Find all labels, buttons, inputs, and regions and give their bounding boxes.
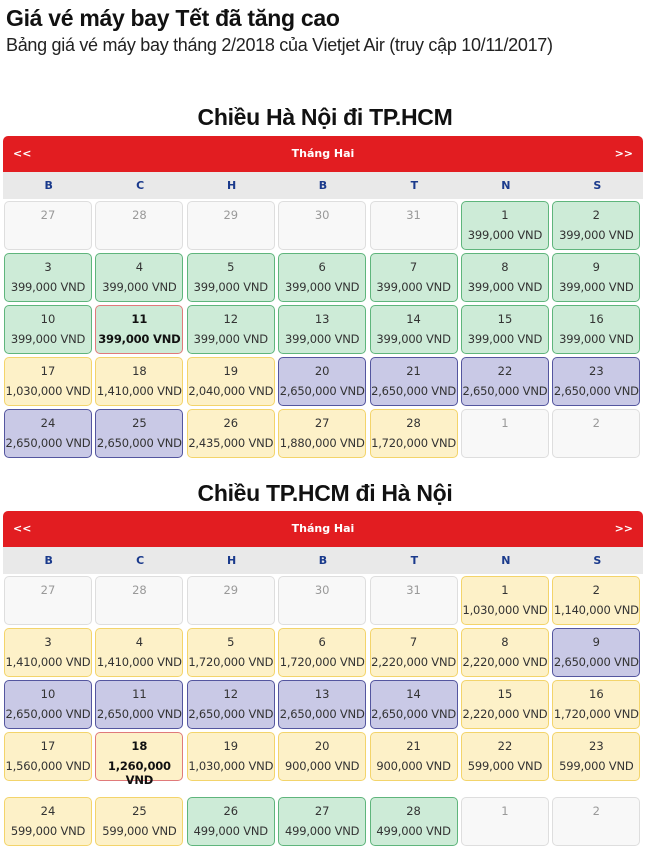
day-cell (461, 797, 549, 846)
day-cell[interactable] (278, 253, 366, 302)
day-cell[interactable] (461, 732, 549, 781)
day-price: 2,650,000 VND (5, 436, 91, 450)
day-number: 13 (314, 312, 330, 326)
day-number: 18 (132, 364, 147, 378)
day-number: 1 (501, 804, 509, 818)
day-price: 900,000 VND (376, 759, 451, 773)
day-cell[interactable] (370, 628, 458, 677)
day-cell[interactable] (278, 628, 366, 677)
day-cell[interactable] (370, 732, 458, 781)
weekday-label: B (318, 554, 328, 567)
day-number: 2 (592, 416, 600, 430)
day-cell (187, 201, 275, 250)
day-cell[interactable] (187, 628, 275, 677)
day-number: 2 (592, 804, 600, 818)
day-number: 19 (223, 739, 239, 753)
day-grid (3, 576, 643, 849)
day-price: 2,650,000 VND (279, 707, 365, 721)
day-price: 399,000 VND (559, 332, 634, 346)
day-price: 399,000 VND (193, 332, 268, 346)
day-price: 399,000 VND (376, 280, 451, 294)
weekday-label: B (318, 179, 328, 192)
day-grid (3, 201, 643, 461)
day-price: 1,720,000 VND (371, 436, 457, 450)
day-cell[interactable] (4, 680, 92, 729)
day-cell[interactable] (552, 201, 640, 250)
day-price: 399,000 VND (285, 280, 360, 294)
day-price: 1,140,000 VND (553, 603, 639, 617)
weekday-label: S (593, 179, 602, 192)
day-cell[interactable] (552, 253, 640, 302)
day-cell[interactable] (4, 253, 92, 302)
weekday-label: T (410, 554, 419, 567)
day-number: 31 (406, 208, 421, 222)
month-label: Tháng Hai (291, 147, 355, 160)
day-price: 2,220,000 VND (462, 707, 548, 721)
day-price: 399,000 VND (193, 280, 268, 294)
day-cell[interactable] (278, 797, 366, 846)
day-cell[interactable] (461, 576, 549, 625)
day-cell[interactable] (278, 305, 366, 354)
day-cell[interactable] (461, 628, 549, 677)
calendar-hanoi-hcm (3, 136, 643, 461)
day-cell[interactable] (4, 305, 92, 354)
calendar-hcm-hanoi (3, 511, 643, 849)
page-title: Giá vé máy bay Tết đã tăng cao (6, 5, 340, 31)
day-cell[interactable] (370, 357, 458, 406)
day-number: 15 (497, 687, 513, 701)
day-number: 16 (589, 312, 604, 326)
day-number: 26 (223, 416, 239, 430)
day-number: 27 (314, 416, 330, 430)
day-price: 499,000 VND (193, 824, 268, 838)
day-cell[interactable] (95, 680, 183, 729)
day-number: 24 (40, 416, 56, 430)
day-cell[interactable] (370, 797, 458, 846)
day-number: 5 (227, 635, 235, 649)
day-cell[interactable] (4, 732, 92, 781)
day-number: 12 (223, 687, 239, 701)
day-price: 1,880,000 VND (279, 436, 365, 450)
next-month-button[interactable]: >> (614, 522, 633, 535)
prev-month-button[interactable]: << (13, 147, 32, 160)
day-number: 10 (40, 312, 56, 326)
day-number: 25 (132, 804, 147, 818)
weekday-label: H (226, 554, 237, 567)
day-price: 1,720,000 VND (188, 655, 274, 669)
day-cell[interactable] (187, 253, 275, 302)
day-cell[interactable] (187, 732, 275, 781)
day-price: 1,560,000 VND (5, 759, 91, 773)
day-number: 28 (406, 804, 421, 818)
day-number: 3 (44, 635, 52, 649)
day-number: 12 (223, 312, 239, 326)
day-cell[interactable] (187, 409, 275, 458)
day-price: 399,000 VND (98, 332, 181, 346)
day-number: 18 (131, 739, 148, 753)
day-price: 2,650,000 VND (96, 436, 182, 450)
day-number: 28 (406, 416, 421, 430)
day-price: 2,650,000 VND (371, 384, 457, 398)
day-cell[interactable] (4, 357, 92, 406)
day-cell[interactable] (278, 409, 366, 458)
day-number: 15 (497, 312, 513, 326)
day-cell[interactable] (4, 797, 92, 846)
day-price: 1,030,000 VND (188, 759, 274, 773)
day-number: 8 (501, 635, 509, 649)
day-number: 27 (314, 804, 330, 818)
day-cell[interactable] (278, 680, 366, 729)
day-cell[interactable] (95, 305, 183, 354)
day-number: 20 (314, 364, 330, 378)
day-price: 1,410,000 VND (96, 384, 182, 398)
day-cell[interactable] (461, 201, 549, 250)
day-price: 2,220,000 VND (371, 655, 457, 669)
day-cell (187, 576, 275, 625)
day-number: 9 (592, 635, 600, 649)
day-cell[interactable] (187, 680, 275, 729)
weekday-label: C (136, 554, 145, 567)
day-cell[interactable] (95, 409, 183, 458)
day-number: 11 (131, 312, 148, 326)
day-cell (4, 201, 92, 250)
day-number: 14 (406, 687, 421, 701)
day-cell[interactable] (552, 680, 640, 729)
day-cell[interactable] (187, 305, 275, 354)
day-number: 9 (592, 260, 600, 274)
day-number: 22 (497, 364, 513, 378)
next-month-button[interactable]: >> (614, 147, 633, 160)
day-number: 17 (40, 739, 56, 753)
day-cell (278, 201, 366, 250)
day-number: 7 (409, 635, 418, 649)
day-price: 1,260,000 VND (107, 759, 171, 787)
day-price: 1,030,000 VND (462, 603, 548, 617)
page-subtitle: Bảng giá vé máy bay tháng 2/2018 của Vietjet Air (truy cập 10/11/2017) (6, 35, 553, 55)
day-number: 4 (135, 635, 144, 649)
day-price: 900,000 VND (285, 759, 360, 773)
day-number: 27 (40, 208, 56, 222)
day-cell[interactable] (95, 357, 183, 406)
weekday-label: S (593, 554, 602, 567)
weekday-label: N (501, 554, 511, 567)
day-price: 399,000 VND (10, 332, 86, 346)
day-number: 5 (227, 260, 235, 274)
day-number: 30 (314, 583, 330, 597)
day-number: 23 (589, 739, 604, 753)
day-cell[interactable] (95, 797, 183, 846)
day-cell[interactable] (187, 357, 275, 406)
day-price: 399,000 VND (467, 228, 543, 242)
day-number: 16 (589, 687, 604, 701)
calendar-header (3, 511, 643, 547)
day-cell[interactable] (95, 732, 183, 787)
day-price: 1,720,000 VND (553, 707, 639, 721)
day-number: 28 (132, 208, 147, 222)
day-price: 499,000 VND (285, 824, 360, 838)
day-number: 21 (406, 739, 421, 753)
day-cell[interactable] (95, 253, 183, 302)
day-price: 2,040,000 VND (188, 384, 274, 398)
day-price: 2,650,000 VND (5, 707, 91, 721)
day-cell[interactable] (95, 628, 183, 677)
day-cell[interactable] (552, 305, 640, 354)
day-cell[interactable] (552, 732, 640, 781)
weekday-label: T (410, 179, 419, 192)
day-cell[interactable] (4, 409, 92, 458)
calendar-header (3, 136, 643, 172)
day-number: 2 (592, 208, 600, 222)
day-price: 2,650,000 VND (371, 707, 457, 721)
day-price: 1,030,000 VND (5, 384, 91, 398)
day-number: 29 (223, 208, 239, 222)
day-cell[interactable] (461, 357, 549, 406)
day-number: 13 (314, 687, 330, 701)
day-cell (4, 576, 92, 625)
day-cell[interactable] (552, 576, 640, 625)
day-cell (552, 797, 640, 846)
day-price: 399,000 VND (467, 280, 543, 294)
day-price: 399,000 VND (102, 280, 177, 294)
weekday-row (3, 172, 643, 199)
day-price: 399,000 VND (376, 332, 451, 346)
day-cell (370, 576, 458, 625)
day-number: 30 (314, 208, 330, 222)
day-number: 1 (501, 583, 509, 597)
day-price: 2,220,000 VND (462, 655, 548, 669)
day-price: 2,650,000 VND (553, 384, 639, 398)
day-number: 19 (223, 364, 239, 378)
day-number: 11 (132, 687, 147, 701)
weekday-label: B (44, 179, 53, 192)
day-cell[interactable] (370, 409, 458, 458)
day-price: 399,000 VND (285, 332, 360, 346)
day-number: 28 (132, 583, 147, 597)
day-number: 29 (223, 583, 239, 597)
day-cell[interactable] (461, 253, 549, 302)
day-number: 26 (223, 804, 239, 818)
day-number: 22 (497, 739, 513, 753)
day-number: 10 (40, 687, 56, 701)
day-number: 31 (406, 583, 421, 597)
day-number: 25 (132, 416, 147, 430)
weekday-label: B (44, 554, 53, 567)
calendar-title-hanoi-hcm: Chiều Hà Nội đi TP.HCM (197, 104, 453, 130)
day-price: 2,650,000 VND (188, 707, 274, 721)
day-number: 8 (501, 260, 509, 274)
day-number: 6 (318, 635, 326, 649)
day-price: 399,000 VND (559, 280, 634, 294)
day-cell (461, 409, 549, 458)
day-number: 27 (40, 583, 56, 597)
day-cell[interactable] (370, 680, 458, 729)
day-cell[interactable] (461, 680, 549, 729)
day-cell[interactable] (552, 357, 640, 406)
day-price: 2,435,000 VND (188, 436, 274, 450)
day-price: 2,650,000 VND (279, 384, 365, 398)
day-number: 23 (589, 364, 604, 378)
day-price: 1,410,000 VND (96, 655, 182, 669)
day-price: 599,000 VND (467, 759, 543, 773)
day-cell[interactable] (278, 357, 366, 406)
day-cell[interactable] (278, 732, 366, 781)
day-price: 399,000 VND (559, 228, 634, 242)
prev-month-button[interactable]: << (13, 522, 32, 535)
day-price: 499,000 VND (376, 824, 451, 838)
day-cell[interactable] (370, 253, 458, 302)
day-cell (370, 201, 458, 250)
day-number: 1 (501, 208, 509, 222)
day-number: 4 (135, 260, 144, 274)
day-price: 599,000 VND (102, 824, 177, 838)
day-cell[interactable] (461, 305, 549, 354)
day-number: 1 (501, 416, 509, 430)
day-cell[interactable] (187, 797, 275, 846)
day-number: 3 (44, 260, 52, 274)
weekday-label: H (226, 179, 237, 192)
day-price: 399,000 VND (467, 332, 543, 346)
day-cell (552, 409, 640, 458)
day-number: 6 (318, 260, 326, 274)
day-number: 21 (406, 364, 421, 378)
day-number: 14 (406, 312, 421, 326)
day-cell[interactable] (370, 305, 458, 354)
day-number: 2 (592, 583, 600, 597)
day-cell (95, 201, 183, 250)
day-price: 2,650,000 VND (96, 707, 182, 721)
day-number: 17 (40, 364, 56, 378)
day-price: 2,650,000 VND (462, 384, 548, 398)
day-cell (95, 576, 183, 625)
day-price: 2,650,000 VND (553, 655, 639, 669)
day-price: 399,000 VND (10, 280, 86, 294)
day-price: 599,000 VND (10, 824, 86, 838)
day-cell[interactable] (4, 628, 92, 677)
day-number: 7 (409, 260, 418, 274)
day-number: 20 (314, 739, 330, 753)
month-label: Tháng Hai (291, 522, 355, 535)
calendar-title-hcm-hanoi: Chiều TP.HCM đi Hà Nội (197, 480, 453, 506)
day-cell[interactable] (552, 628, 640, 677)
day-price: 1,720,000 VND (279, 655, 365, 669)
day-price: 1,410,000 VND (5, 655, 91, 669)
weekday-label: N (501, 179, 511, 192)
day-number: 24 (40, 804, 56, 818)
weekday-row (3, 547, 643, 574)
day-price: 599,000 VND (559, 759, 634, 773)
day-cell (278, 576, 366, 625)
weekday-label: C (136, 179, 145, 192)
